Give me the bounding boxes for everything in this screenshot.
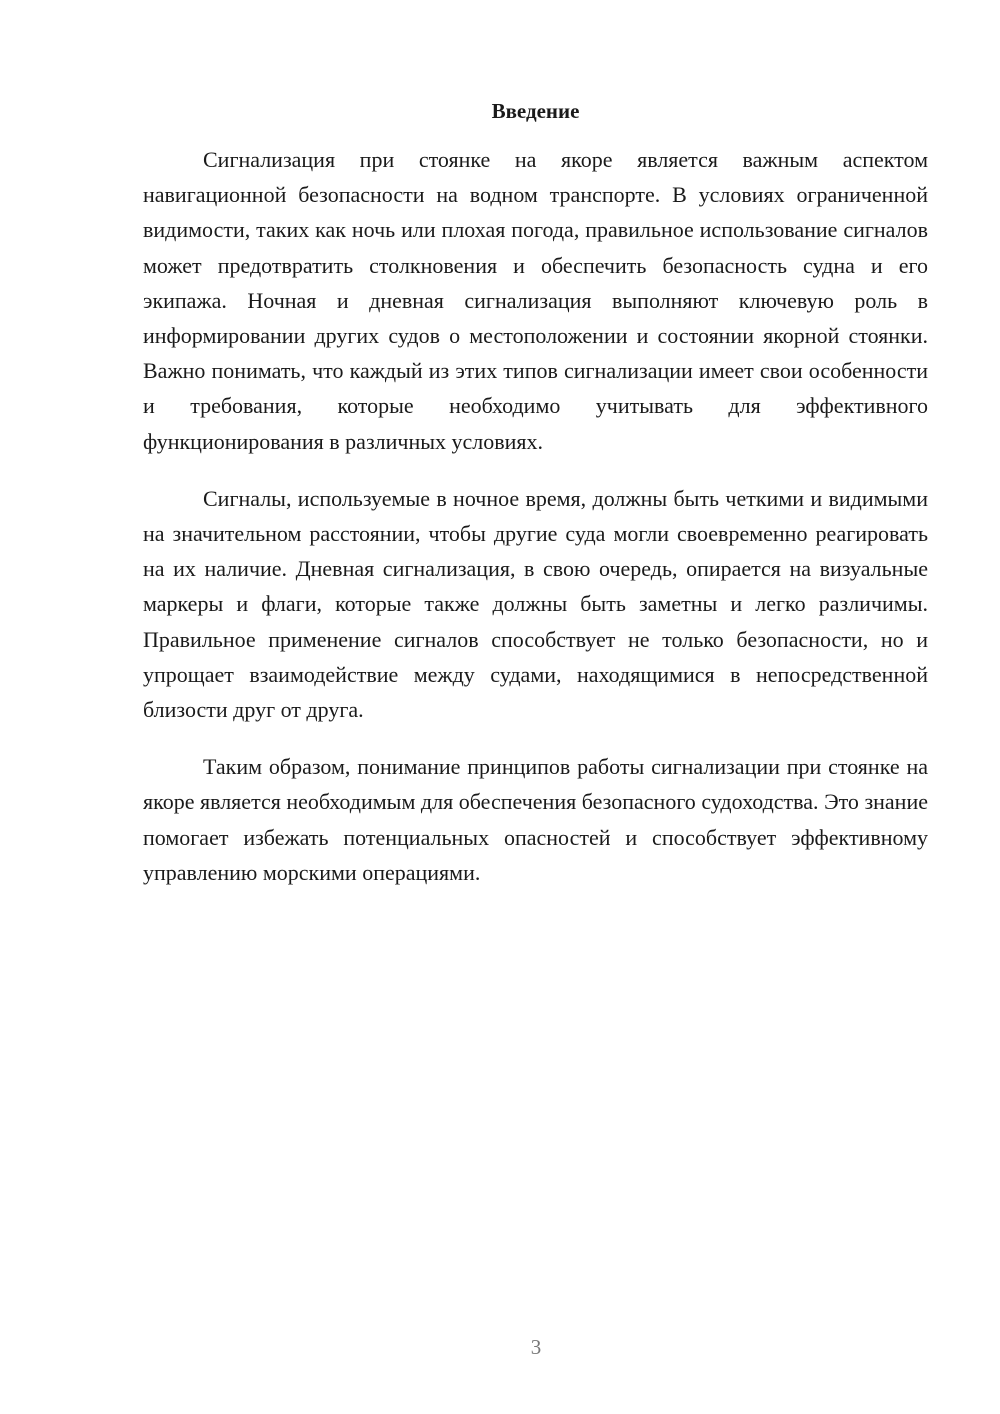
page-number: 3 bbox=[530, 1335, 542, 1359]
paragraph-2: Сигналы, используемые в ночное время, должны быть четкими и видимыми на значительном расстоянии, чтобы другие суда могли своевременно реагировать на их наличие. Дневная сигнализация, в свою очередь, опирается на визуальные маркеры и флаги, которые также должны быть заметны и легко различимы. Правильное применение сигналов способствует не только безопасности, но и упрощает взаимодействие между судами, находящимися в непосредственной близости друг от друга. bbox=[143, 485, 928, 723]
paragraph-1: Сигнализация при стоянке на якоре является важным аспектом навигационной безопасности на водном транспорте. В условиях ограниченной видимости, таких как ночь или плохая погода, правильное использование сигналов может предотвратить столкновения и обеспечить безопасность судна и его экипажа. Ночная и дневная сигнализация выполняют ключевую роль в информировании других судов о местоположении и состоянии якорной стоянки. Важно понимать, что каждый из этих типов сигнализации имеет свои особенности и требования, которые необходимо учитывать для эффективного функционирования в различных условиях. bbox=[143, 147, 928, 454]
section-heading: Введение bbox=[491, 99, 580, 123]
paragraph-3: Таким образом, понимание принципов работы сигнализации при стоянке на якоре является необходимым для обеспечения безопасного судоходства. Это знание помогает избежать потенциальных опасностей и способствует эффективному управлению морскими операциями. bbox=[143, 754, 928, 885]
body-text bbox=[143, 142, 928, 912]
